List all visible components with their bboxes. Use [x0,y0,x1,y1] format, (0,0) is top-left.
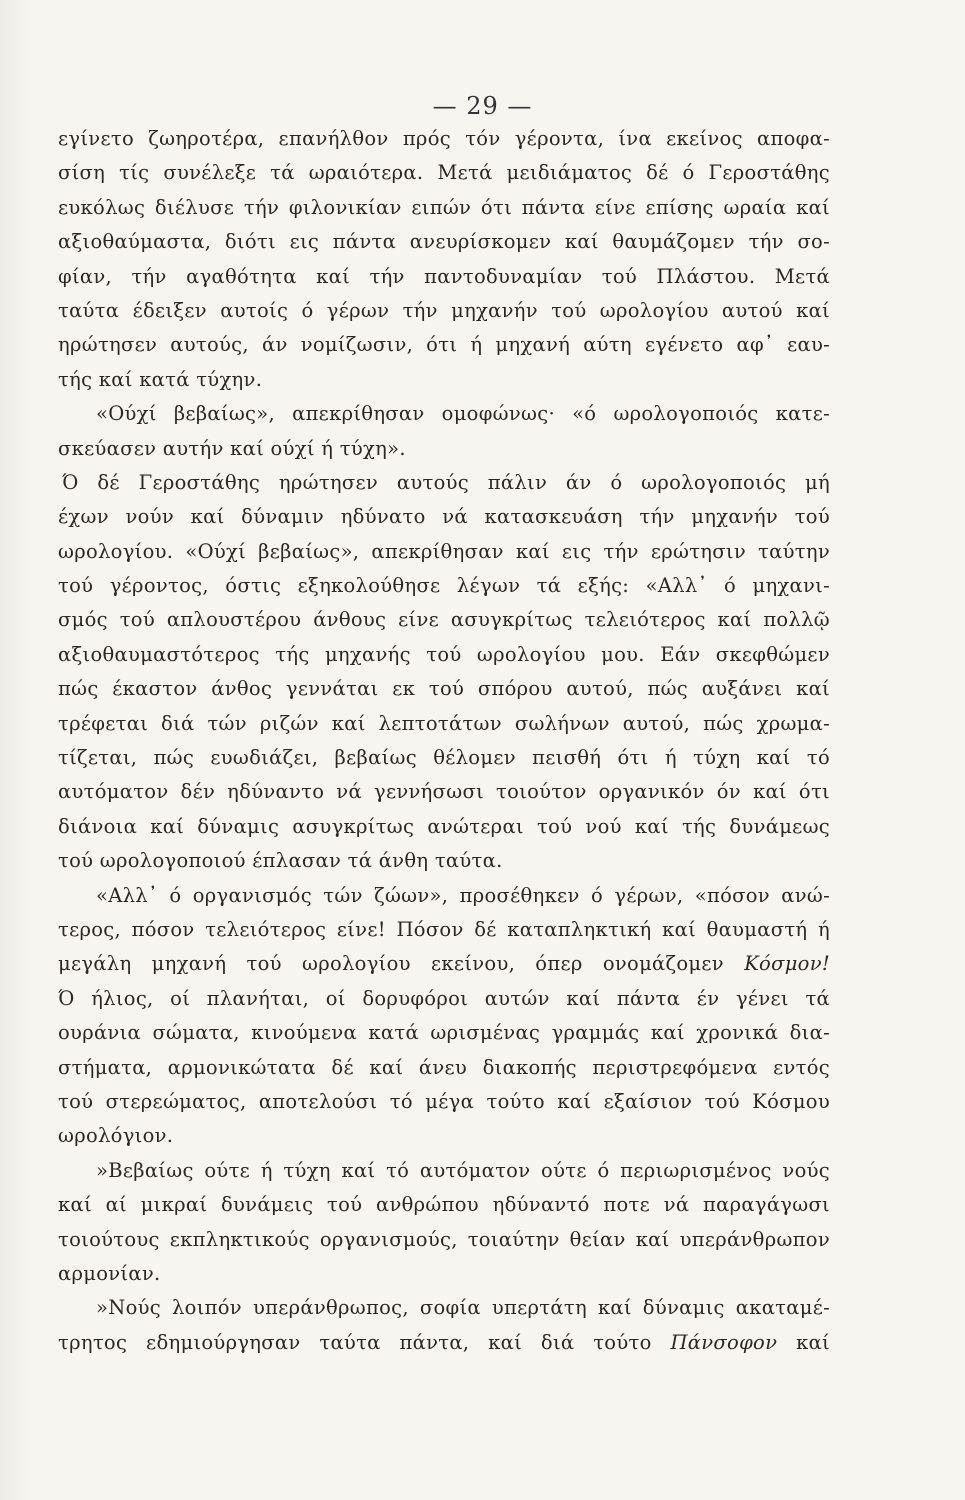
line-text: τού γέροντος, όστις εξηκολούθησε λέγων τά εξής: «Αλλ᾽ ό μηχανι- [58,574,830,598]
text-line [58,466,830,500]
text-line [58,500,830,534]
line-text: μεγάλη μηχανή τού ωρολογίου εκείνου, όπερ ονομάζομεν [58,952,724,976]
text-line [58,1257,830,1291]
text-line [58,810,830,844]
line-text: ουράνια σώματα, κινούμενα κατά ωρισμένας γραμμάς καί χρονικά δια- [58,1021,830,1045]
line-text: πώς έκαστον άνθος γεννάται εκ τού σπόρου αυτού, πώς αυξάνει καί [58,677,830,701]
line-text: τρέφεται διά τών ριζών καί λεπτοτάτων σωλήνων αυτού, πώς χρωμα- [58,711,830,735]
line-text: σμός τού απλουστέρου άνθους είνε ασυγκρίτως τελειότερος καί πολλῷ [58,608,830,632]
text-line [58,775,830,809]
line-text: ηρώτησεν αυτούς, άν νομίζωσιν, ότι ή μηχανή αύτη εγένετο αφ᾽ εαυ- [58,333,830,357]
line-text: αξιοθαυμαστότερος τής μηχανής τού ωρολογίου μου. Εάν σκεφθώμεν [58,642,830,666]
text-line [58,294,830,328]
page-number: — 29 — [432,92,533,120]
text-line [58,191,830,225]
line-text: στήματα, αρμονικώτατα δέ καί άνευ διακοπής περιστρεφόμενα εντός [58,1055,830,1079]
text-line [58,225,830,259]
line-text: τού ωρολογοποιού έπλασαν τά άνθη ταύτα. [58,849,503,873]
line-text: ωρολογίου. «Ούχί βεβαίως», απεκρίθησαν καί εις τήν ερώτησιν ταύτην [58,539,830,563]
text-line [58,328,830,362]
text-line [58,1085,830,1119]
text-line [58,397,830,431]
italic-word: Κόσμον! [744,952,831,976]
line-text: διάνοια καί δύναμις ασυγκρίτως ανώτεραι τού νού καί τής δυνάμεως [58,814,830,838]
line-text: «Ούχί βεβαίως», απεκρίθησαν ομοφώνως· «ό ωρολογοποιός κατε- [96,402,830,426]
text-line [58,844,830,878]
line-text: »Νούς λοιπόν υπεράνθρωπος, σοφία υπερτάτη καί δύναμις ακαταμέ- [96,1296,830,1320]
text-line [58,1016,830,1050]
text-line [58,741,830,775]
italic-word: Πάνσοφον [670,1330,778,1354]
line-text: αξιοθαύμαστα, διότι εις πάντα ανευρίσκομεν καί θαυμάζομεν τήν σο- [58,230,830,254]
line-text: τοιούτους εκπληκτικούς οργανισμούς, τοιαύτην θείαν καί υπεράνθρωπον [58,1227,830,1251]
line-text: αρμονίαν. [58,1261,161,1285]
text-line [58,913,830,947]
text-line [58,363,830,397]
line-tail: καί [796,1330,830,1354]
line-text: τού στερεώματος, αποτελούσι τό μέγα τούτο καί εξαίσιον τού Κόσμου [58,1089,830,1113]
text-line [58,879,830,913]
line-text: εγίνετο ζωηροτέρα, επανήλθον πρός τόν γέροντα, ίνα εκείνος αποφα- [58,127,830,150]
text-line [58,1291,830,1325]
line-text: φίαν, τήν αγαθότητα καί τήν παντοδυναμίαν τού Πλάστου. Μετά [58,264,830,288]
text-line [58,1051,830,1085]
text-line [58,1223,830,1257]
text-line [58,1188,830,1222]
line-text: σκεύασεν αυτήν καί ούχί ή τύχη». [58,436,406,460]
line-text: ευκόλως διέλυσε τήν φιλονικίαν ειπών ότι πάντα είνε επίσης ωραία καί [58,195,830,219]
text-line [58,1326,830,1360]
text-line [58,982,830,1016]
text-line [58,707,830,741]
text-line [58,603,830,637]
text-line [58,260,830,294]
text-line [58,672,830,706]
text-line [58,535,830,569]
line-text: τρητος εδημιούργησαν ταύτα πάντα, καί διά τούτο [58,1330,652,1354]
text-line [58,1119,830,1153]
body-text [58,122,830,1360]
line-text: «Αλλ᾽ ό οργανισμός τών ζώων», προσέθηκεν ό γέρων, «πόσον ανώ- [96,883,830,907]
line-text: αυτόματον δέν ηδύναντο νά γεννήσωσι τοιούτον οργανικόν όν καί ότι [58,780,830,804]
text-line [58,432,830,466]
line-text: έχων νούν καί δύναμιν ηδύνατο νά κατασκευάση τήν μηχανήν τού [58,505,830,529]
text-line [58,569,830,603]
line-text: Ό ήλιος, οί πλανήται, οί δορυφόροι αυτών καί πάντα έν γένει τά [58,986,830,1010]
line-text: Ό δέ Γεροστάθης ηρώτησεν αυτούς πάλιν άν ό ωρολογοποιός μή [62,470,830,494]
text-line [58,122,830,156]
text-line [58,947,830,981]
line-text: τερος, πόσον τελειότερος είνε! Πόσον δέ καταπληκτική καί θαυμαστή ή [58,917,830,941]
line-text: ωρολόγιον. [58,1124,174,1148]
line-text: τής καί κατά τύχην. [58,367,263,391]
line-text: σίση τίς συνέλεξε τά ωραιότερα. Μετά μειδιάματος δέ ό Γεροστάθης [58,161,830,185]
line-text: ταύτα έδειξεν αυτοίς ό γέρων τήν μηχανήν τού ωρολογίου αυτού καί [58,298,830,322]
text-line [58,1154,830,1188]
text-line [58,638,830,672]
text-line [58,156,830,190]
line-text: »Βεβαίως ούτε ή τύχη καί τό αυτόματον ούτε ό περιωρισμένος νούς [96,1158,830,1182]
line-text: καί αί μικραί δυνάμεις τού ανθρώπου ηδύναντό ποτε νά παραγάγωσι [58,1193,830,1217]
line-text: τίζεται, πώς ευωδιάζει, βεβαίως θέλομεν πεισθή ότι ή τύχη καί τό [58,746,830,770]
